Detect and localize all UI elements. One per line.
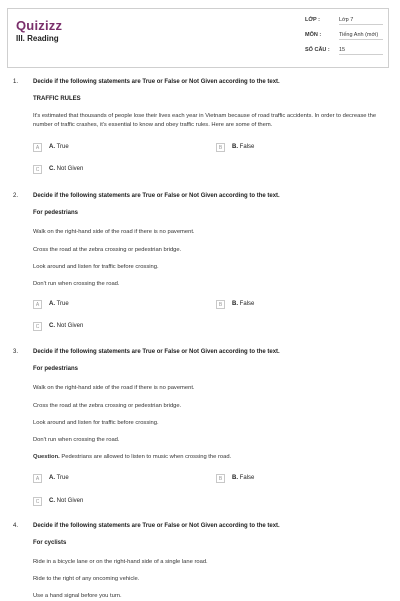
passage-line: Walk on the right-hand side of the road if there is no pavement.	[33, 229, 195, 235]
passage-line: Cross the road at the zebra crossing or pedestrian bridge.	[33, 247, 182, 253]
section-title: III. Reading	[16, 34, 59, 43]
meta-class	[305, 17, 385, 25]
question-text: Pedestrians are allowed to listen to music when crossing the road.	[61, 454, 232, 460]
question-instruction: Decide if the following statements are True or False or Not Given according to the text.	[33, 79, 280, 85]
option-box: C	[33, 497, 42, 506]
meta-count	[305, 47, 385, 55]
passage-line: Cross the road at the zebra crossing or pedestrian bridge.	[33, 403, 182, 409]
question-number: 1.	[13, 79, 19, 85]
option-box: A	[33, 474, 42, 483]
option-text: True	[56, 475, 69, 481]
passage-line: Walk on the right-hand side of the road if there is no pavement.	[33, 385, 195, 391]
passage-line: Look around and listen for traffic before crossing.	[33, 264, 159, 270]
option-text: True	[56, 301, 69, 307]
option-a[interactable]	[33, 300, 133, 310]
worksheet-header	[7, 8, 389, 68]
question-label: Question.	[33, 454, 60, 460]
passage-subtitle: For pedestrians	[33, 366, 79, 372]
question-number: 2.	[13, 193, 19, 199]
meta-count-value: 15	[339, 47, 383, 55]
passage-subtitle: TRAFFIC RULES	[33, 96, 81, 102]
option-box: B	[216, 143, 225, 152]
quizizz-logo: Quizizz	[16, 18, 63, 33]
option-letter: C.	[49, 498, 55, 504]
option-letter: B.	[232, 475, 238, 481]
option-c[interactable]	[33, 497, 133, 507]
question-number: 3.	[13, 349, 19, 355]
option-box: C	[33, 165, 42, 174]
option-text: Not Given	[56, 498, 84, 504]
option-text: False	[239, 144, 255, 150]
meta-class-value: Lớp 7	[339, 17, 383, 25]
option-letter: C.	[49, 166, 55, 172]
option-letter: A.	[49, 475, 55, 481]
passage-line: Ride in a bicycle lane or on the right-hand side of a single lane road.	[33, 559, 208, 565]
question-instruction: Decide if the following statements are True or False or Not Given according to the text.	[33, 523, 280, 529]
option-c[interactable]	[33, 165, 133, 175]
question-instruction: Decide if the following statements are True or False or Not Given according to the text.	[33, 349, 280, 355]
option-box: B	[216, 474, 225, 483]
option-text: Not Given	[56, 323, 84, 329]
option-text: True	[56, 144, 69, 150]
option-letter: B.	[232, 301, 238, 307]
meta-subject-label: MÔN :	[305, 32, 322, 38]
option-letter: C.	[49, 323, 55, 329]
meta-subject-value: Tiếng Anh (mới)	[339, 32, 383, 40]
option-letter: B.	[232, 144, 238, 150]
option-box: C	[33, 322, 42, 331]
passage-subtitle: For cyclists	[33, 540, 67, 546]
option-text: False	[239, 475, 255, 481]
question-instruction: Decide if the following statements are True or False or Not Given according to the text.	[33, 193, 280, 199]
option-b[interactable]	[216, 300, 316, 310]
option-box: A	[33, 143, 42, 152]
option-c[interactable]	[33, 322, 133, 332]
option-text: Not Given	[56, 166, 84, 172]
passage-line: Look around and listen for traffic before crossing.	[33, 420, 159, 426]
option-box: A	[33, 300, 42, 309]
option-box: B	[216, 300, 225, 309]
passage-line: Use a hand signal before you turn.	[33, 593, 122, 599]
option-letter: A.	[49, 144, 55, 150]
option-text: False	[239, 301, 255, 307]
passage-line: Don't run when crossing the road.	[33, 437, 120, 443]
question-statement	[33, 453, 393, 462]
passage-line: It's estimated that thousands of people lose their lives each year in Vietnam because of road traffic accidents. In order to decrease the number of traffic crashes, it's essential to know and obey traffic rules. Here are some of them.	[33, 113, 377, 128]
option-b[interactable]	[216, 474, 316, 484]
option-a[interactable]	[33, 143, 133, 153]
option-letter: A.	[49, 301, 55, 307]
meta-count-label: SỐ CÂU :	[305, 47, 330, 53]
option-b[interactable]	[216, 143, 316, 153]
meta-class-label: LỚP :	[305, 17, 320, 23]
passage-line: Ride to the right of any oncoming vehicle.	[33, 576, 140, 582]
option-a[interactable]	[33, 474, 133, 484]
meta-subject	[305, 32, 385, 40]
question-number: 4.	[13, 523, 19, 529]
passage-subtitle: For pedestrians	[33, 210, 79, 216]
passage-line: Don't run when crossing the road.	[33, 281, 120, 287]
